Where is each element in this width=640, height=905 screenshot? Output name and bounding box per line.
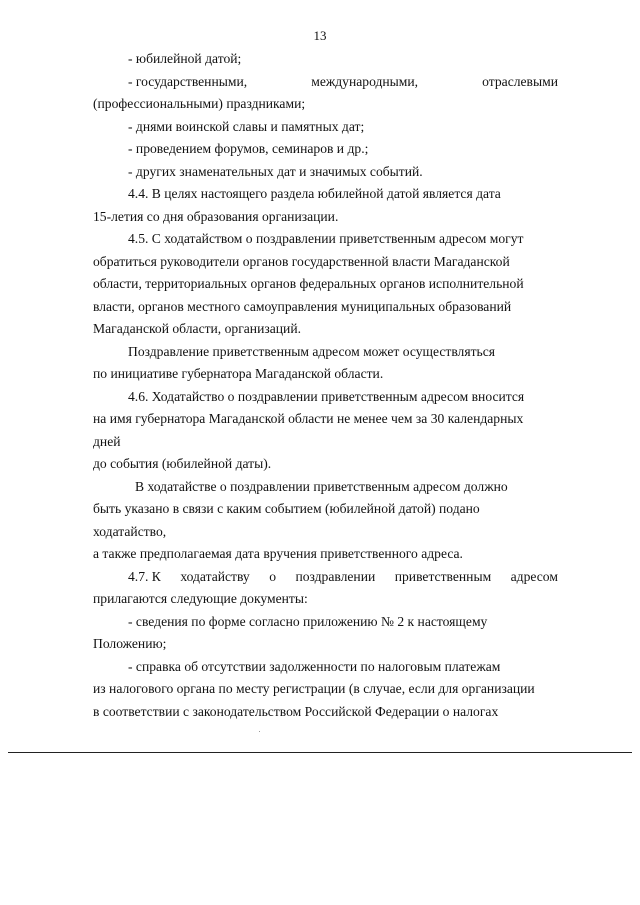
text-line: а также предполагаемая дата вручения приветственного адреса. (93, 546, 463, 561)
text-line: дней (93, 433, 121, 449)
word-state: - государственными, (128, 73, 248, 89)
text-line: обратиться руководители органов государственной власти Магаданской (93, 253, 510, 269)
paragraph-4-5: 4.5. С ходатайством о поздравлении приветственным адресом могут (128, 231, 524, 246)
list-item-other-dates: - других знаменательных дат и значимых событий. (128, 163, 423, 179)
text-line: ходатайство, (93, 523, 167, 539)
page-number: 13 (313, 28, 327, 43)
word-industry: отраслевыми (482, 73, 558, 89)
word-international: международными, (311, 73, 419, 89)
text-line: Положению; (93, 636, 167, 651)
list-item-military-glory: - днями воинской славы и памятных дат; (128, 118, 365, 134)
scan-speck (259, 731, 260, 732)
text-line: до события (юбилейной даты). (93, 456, 272, 471)
word: о (269, 568, 276, 584)
paragraph-petition-content: В ходатайстве о поздравлении приветственным адресом должно (135, 478, 508, 494)
list-item-holidays (93, 71, 558, 94)
text-line: из налогового органа по месту регистрации (в случае, если для организации (93, 681, 535, 696)
text-line: по инициативе губернатора Магаданской области. (93, 366, 384, 381)
list-item-tax-certificate: - справка об отсутствии задолженности по налоговым платежам (128, 658, 501, 674)
text-line: власти, органов местного самоуправления муниципальных образований (93, 298, 512, 314)
text-line: на имя губернатора Магаданской области не менее чем за 30 календарных (93, 411, 524, 426)
paragraph-4-4: 4.4. В целях настоящего раздела юбилейной датой является дата (128, 186, 501, 201)
word: приветственным (394, 568, 492, 584)
list-item-form-info: - сведения по форме согласно приложению № 2 к настоящему (128, 613, 488, 629)
word: 4.7. К (128, 568, 161, 584)
word: адресом (510, 568, 558, 584)
text-line: в соответствии с законодательством Российской Федерации о налогах (93, 703, 499, 719)
text-line: области, территориальных органов федеральных органов исполнительной (93, 276, 524, 291)
text-line: 15-летия со дня образования организации. (93, 208, 339, 224)
document-body (93, 48, 558, 723)
list-item-anniversary: - юбилейной датой; (128, 51, 242, 66)
paragraph-congratulation: Поздравление приветственным адресом может осуществляться (128, 343, 496, 359)
text-line: (профессиональными) праздниками; (93, 96, 306, 111)
word: ходатайству (180, 568, 250, 584)
paragraph-4-6: 4.6. Ходатайство о поздравлении приветственным адресом вносится (128, 388, 525, 404)
bottom-rule (8, 752, 632, 753)
list-item-forums: - проведением форумов, семинаров и др.; (128, 141, 369, 156)
word: поздравлении (295, 568, 376, 584)
text-line: прилагаются следующие документы: (93, 591, 308, 606)
text-line: быть указано в связи с каким событием (юбилейной датой) подано (93, 501, 480, 516)
paragraph-4-7 (93, 566, 558, 589)
text-line: Магаданской области, организаций. (93, 321, 301, 336)
